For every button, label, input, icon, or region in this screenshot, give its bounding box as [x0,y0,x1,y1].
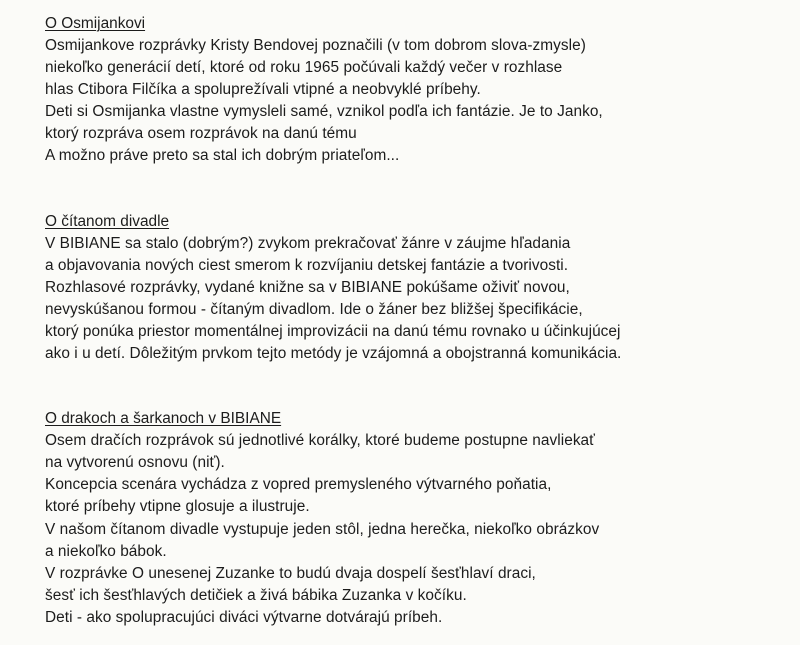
paragraph-line: Osem dračích rozprávok sú jednotlivé korálky, ktoré budeme postupne navliekať [45,432,595,450]
paragraph-line: hlas Ctibora Filčíka a spoluprežívali vtipné a neobvyklé príbehy. [45,81,481,99]
section-heading: O Osmijankovi [45,15,146,32]
paragraph-line: V BIBIANE sa stalo (dobrým?) zvykom prekračovať žánre v záujme hľadania [45,234,571,252]
paragraph-line: Rozhlasové rozprávky, vydané knižne sa v BIBIANE pokúšame oživiť novou, [45,278,570,296]
paragraph-line: V rozprávke O unesenej Zuzanke to budú dvaja dospelí šesťhlaví draci, [45,564,536,582]
paragraph-line: šesť ich šesťhlavých detičiek a živá bábika Zuzanka v kočíku. [45,586,467,604]
paragraph-line: a niekoľko bábok. [45,542,167,560]
section-osmijanko [45,13,800,168]
paragraph-line: A možno práve preto sa stal ich dobrým priateľom... [45,147,400,165]
section-spacer [45,365,800,408]
paragraph-line: ako i u detí. Dôležitým prvkom tejto metódy je vzájomná a obojstranná komunikácia. [45,345,622,363]
section-heading: O drakoch a šarkanoch v BIBIANE [45,410,282,428]
section-heading: O čítanom divadle [45,212,170,230]
section-spacer [45,168,800,211]
paragraph-line: niekoľko generácií detí, ktoré od roku 1965 počúvali každý večer v rozhlase [45,59,563,77]
paragraph-line: a objavovania nových ciest smerom k rozvíjaniu detskej fantázie a tvorivosti. [45,256,569,274]
paragraph-line: nevyskúšanou formou - čítaným divadlom. Ide o žáner bez bližšej špecifikácie, [45,300,583,318]
section-draci [45,408,800,629]
paragraph-line: Deti si Osmijanka vlastne vymysleli samé, vznikol podľa ich fantázie. Je to Janko, [45,103,603,121]
paragraph-line: Osmijankove rozprávky Kristy Bendovej poznačili (v tom dobrom slova-zmysle) [45,37,586,54]
paragraph-line: Deti - ako spolupracujúci diváci výtvarne dotvárajú príbeh. [45,608,443,626]
paragraph-line: na vytvorenú osnovu (niť). [45,454,225,472]
paragraph-line: V našom čítanom divadle vystupuje jeden stôl, jedna herečka, niekoľko obrázkov [45,520,600,538]
paragraph-line: ktoré príbehy vtipne glosuje a ilustruje. [45,498,310,516]
paragraph-line: ktorý ponúka priestor momentálnej improvizácii na danú tému rovnako u účinkujúcej [45,322,621,340]
section-citane-divadlo [45,211,800,366]
paragraph-line: Koncepcia scenára vychádza z vopred premysleného výtvarného poňatia, [45,476,552,494]
paragraph-line: ktorý rozpráva osem rozprávok na danú tému [45,125,357,143]
